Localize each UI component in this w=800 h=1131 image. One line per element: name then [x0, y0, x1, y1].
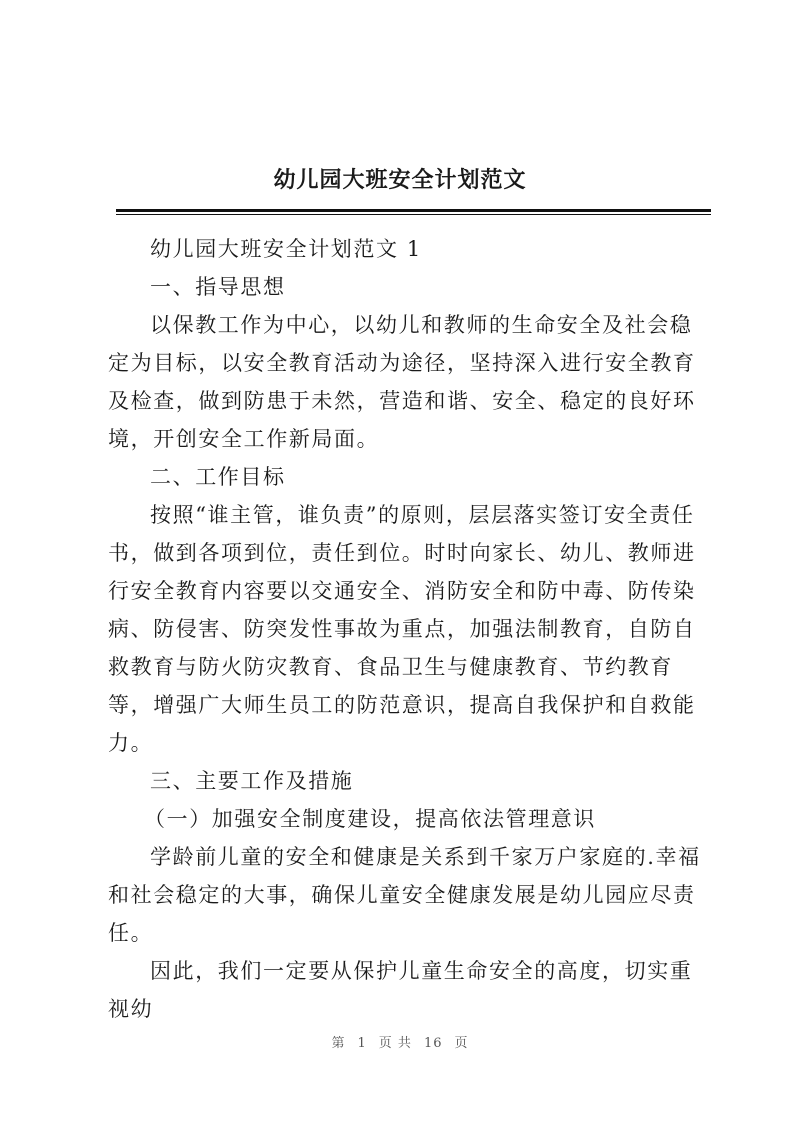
paragraph-guiding-ideology: 以保教工作为中心，以幼儿和教师的生命安全及社会稳定为目标，以安全教育活动为途径，坚持深入进行安全教育及检查，做到防患于未然，营造和谐、安全、稳定的良好环境，开创安全工作新局面。: [108, 313, 696, 451]
paragraph-child-safety: 学龄前儿童的安全和健康是关系到千家万户家庭的.幸福和社会稳定的大事，确保儿童安全健康发展是幼儿园应尽责任。: [108, 845, 701, 945]
footer-total-pages: 16: [423, 1036, 443, 1051]
page-footer: [0, 1032, 800, 1051]
title-underline-thick: [116, 209, 711, 212]
subheading-safety-system: （一）加强安全制度建设，提高依法管理意识: [144, 807, 596, 831]
footer-label-page: 第: [331, 1036, 346, 1051]
footer-page-number: 1: [357, 1036, 367, 1051]
footer-label-of: 页 共: [378, 1036, 412, 1051]
footer-label-pages: 页: [454, 1036, 469, 1051]
title-underline-thin: [116, 214, 711, 215]
document-title: 幼儿园大班安全计划范文: [273, 167, 527, 193]
paragraph-therefore: 因此，我们一定要从保护儿童生命安全的高度，切实重视幼: [108, 959, 693, 1021]
document-body: [108, 230, 708, 1028]
section-heading-1: 幼儿园大班安全计划范文 1: [150, 237, 422, 261]
subheading-main-work: 三、主要工作及措施: [150, 769, 354, 793]
subheading-work-goals: 二、工作目标: [150, 465, 286, 489]
subheading-guiding-ideology: 一、指导思想: [150, 275, 286, 299]
paragraph-work-goals: 按照“谁主管，谁负责”的原则，层层落实签订安全责任书，做到各项到位，责任到位。时时向家长、幼儿、教师进行安全教育内容要以交通安全、消防安全和防中毒、防传染病、防侵害、防突发性事故为重点，加强法制教育，自防自救教育与防火防灾教育、食品卫生与健康教育、节约教育等，增强广大师生员工的防范意识，提高自我保护和自救能力。: [108, 503, 696, 755]
